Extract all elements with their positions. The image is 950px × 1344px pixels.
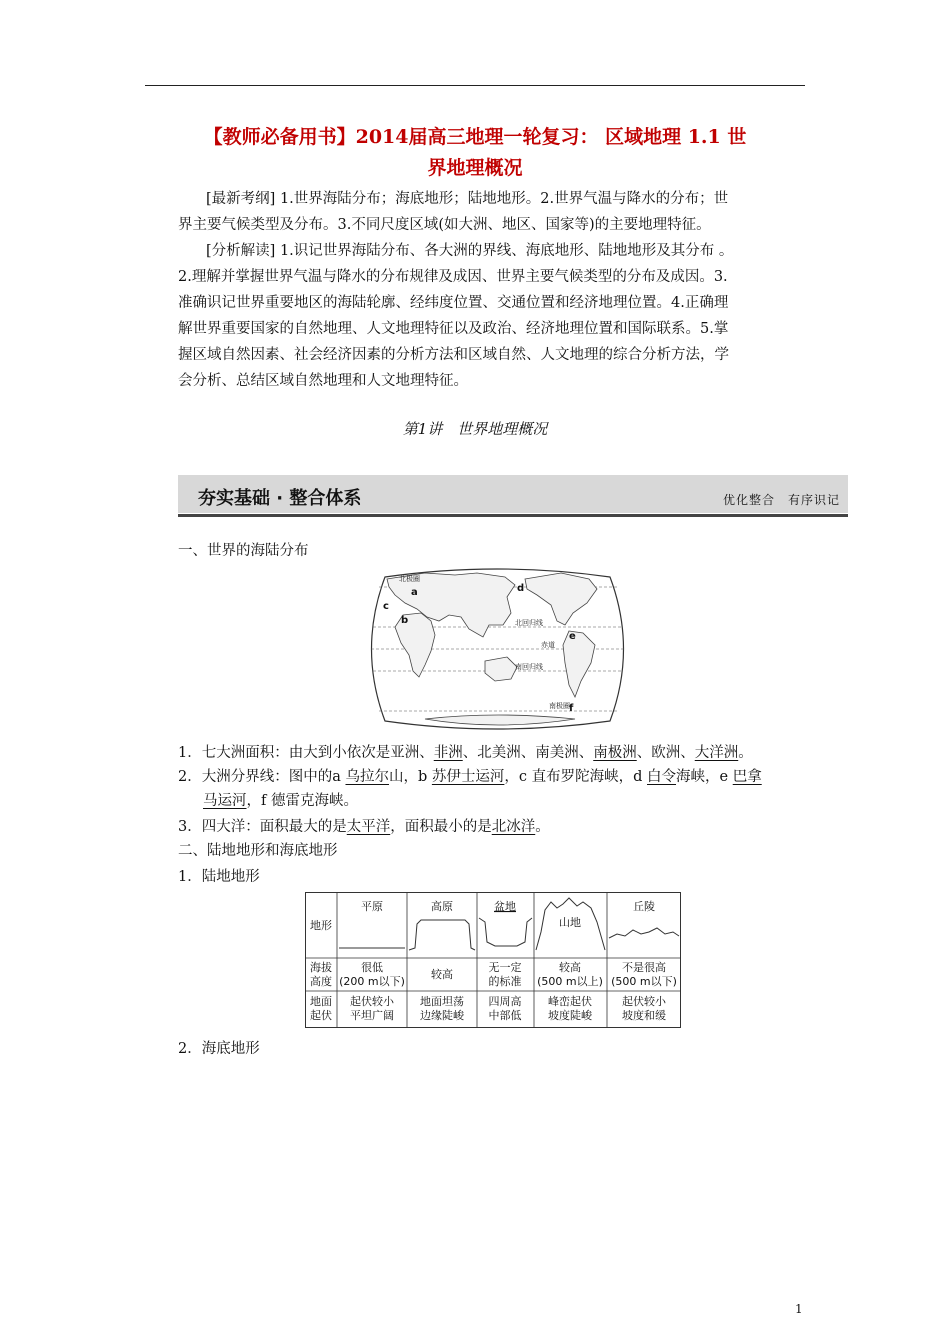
map-letter-b: b <box>401 615 409 626</box>
answer-panama-part-2: 马运河 <box>203 793 247 809</box>
section-2-heading: 二、陆地地形和海底地形 <box>178 843 338 859</box>
subheading-land-landforms: 1．陆地地形 <box>178 869 260 885</box>
plain-relief-1: 起伏较小 <box>350 995 394 1008</box>
answer-bering: 白令 <box>647 769 677 785</box>
col-name-basin: 盆地 <box>494 900 516 913</box>
row-header-altitude-1: 海拔 <box>310 961 332 974</box>
map-label-antarctic-circle: 南极圈 <box>549 702 570 710</box>
map-letter-c: c <box>383 601 389 612</box>
document-title-line-2: 界地理概况 <box>427 157 523 179</box>
item-continent-boundaries-cont: 马运河，f 德雷克海峡。 <box>203 793 358 809</box>
basin-altitude-1: 无一定 <box>488 961 522 974</box>
item-continent-boundaries: 2．大洲分界线：图中的a 乌拉尔山，b 苏伊士运河，c 直布罗陀海峡，d 白令海峡，e 巴拿 <box>178 769 762 785</box>
map-letter-a: a <box>411 587 418 598</box>
col-name-plateau: 高原 <box>431 900 453 913</box>
document-title-line-1: 【教师必备用书】2014届高三地理一轮复习： 区域地理 1.1 世 <box>203 126 747 148</box>
row-header-landform: 地形 <box>310 919 332 932</box>
hill-relief-1: 起伏较小 <box>622 995 666 1008</box>
plateau-altitude: 较高 <box>431 968 453 981</box>
answer-ural: 乌拉尔 <box>345 769 389 785</box>
mountain-relief-1: 峰峦起伏 <box>548 995 592 1008</box>
plain-altitude-1: 很低 <box>361 961 383 974</box>
hill-relief-2: 坡度和缓 <box>622 1009 666 1022</box>
analysis-paragraph: [分析解读] 1.识记世界海陆分布、各大洲的界线、海底地形、陆地地形及其分布 。 2.理解并掌握世界气温与降水的分布规律及成因、世界主要气候类型的分布及成因。3. 准确识记世界重要地区的海陆轮廓、经纬度位置、交通位置和经济地理位置。4.正确理 解世界重要国家的自然地理、人文地理特征以及政治、经济地理位置和国际联系。5.掌 握区域自然因素、社会经济因素的分析方法和区域自然、人文地理的综合分析方法，学 会分析、总结区域自然地理和人文地理特征。 <box>178 243 734 389</box>
item-four-oceans: 3．四大洋：面积最大的是太平洋，面积最小的是北冰洋。 <box>178 819 550 835</box>
row-header-relief-2: 起伏 <box>310 1009 332 1022</box>
plain-altitude-2: (200 m以下) <box>339 975 405 988</box>
map-label-arctic-circle: 北极圈 <box>399 575 420 583</box>
col-name-hill: 丘陵 <box>633 900 655 913</box>
answer-arctic: 北冰洋 <box>491 819 536 835</box>
banner-title: 夯实基础 · 整合体系 <box>198 488 362 509</box>
answer-pacific: 太平洋 <box>346 819 391 835</box>
map-label-tropic-capricorn: 南回归线 <box>515 663 543 671</box>
syllabus-paragraph: [最新考纲] 1.世界海陆分布；海底地形；陆地地形。2.世界气温与降水的分布；世 界主要气候类型及分布。3.不同尺度区域(如大洲、地区、国家等)的主要地理特征。 <box>178 191 729 233</box>
col-name-mountain: 山地 <box>559 916 581 929</box>
mountain-altitude-1: 较高 <box>559 961 581 974</box>
subheading-seabed-landforms: 2．海底地形 <box>178 1041 260 1057</box>
plateau-relief-2: 边缘陡峻 <box>420 1009 464 1022</box>
basin-relief-1: 四周高 <box>488 995 522 1008</box>
map-label-equator: 赤道 <box>541 641 555 649</box>
map-letter-f: f <box>569 703 574 714</box>
landform-table <box>305 892 681 1028</box>
col-name-plain: 平原 <box>361 900 383 913</box>
mountain-relief-2: 坡度陡峻 <box>548 1009 592 1022</box>
page-number: 1 <box>795 1302 803 1316</box>
item-continents-area: 1．七大洲面积：由大到小依次是亚洲、非洲、北美洲、南美洲、南极洲、欧洲、大洋洲。 <box>178 745 753 761</box>
section-1-heading: 一、世界的海陆分布 <box>178 543 309 559</box>
lecture-title: 第1讲 世界地理概况 <box>402 420 548 438</box>
mountain-altitude-2: (500 m以上) <box>537 975 603 988</box>
hill-altitude-1: 不是很高 <box>622 961 666 974</box>
map-label-tropic-cancer: 北回归线 <box>515 619 543 627</box>
answer-oceania: 大洋洲 <box>694 745 739 761</box>
banner-subtitle: 优化整合 有序识记 <box>722 493 840 507</box>
map-letter-e: e <box>569 631 576 642</box>
row-header-altitude-2: 高度 <box>310 975 332 988</box>
world-map <box>365 565 630 733</box>
syllabus-label: [最新考纲] <box>206 191 276 207</box>
hill-altitude-2: (500 m以下) <box>611 975 677 988</box>
header-rule <box>145 85 805 86</box>
map-letter-d: d <box>517 583 525 594</box>
answer-suez-canal: 苏伊士运河 <box>431 769 505 785</box>
answer-antarctica: 南极洲 <box>593 745 637 761</box>
answer-africa: 非洲 <box>433 745 463 761</box>
analysis-label: [分析解读] <box>206 243 276 259</box>
plateau-relief-1: 地面坦荡 <box>420 995 464 1008</box>
row-header-relief-1: 地面 <box>310 995 332 1008</box>
plain-relief-2: 平坦广阔 <box>350 1009 394 1022</box>
basin-altitude-2: 的标准 <box>488 975 522 988</box>
banner-underline <box>178 514 848 517</box>
answer-panama-part-1: 巴拿 <box>732 769 762 785</box>
basin-relief-2: 中部低 <box>488 1009 522 1022</box>
